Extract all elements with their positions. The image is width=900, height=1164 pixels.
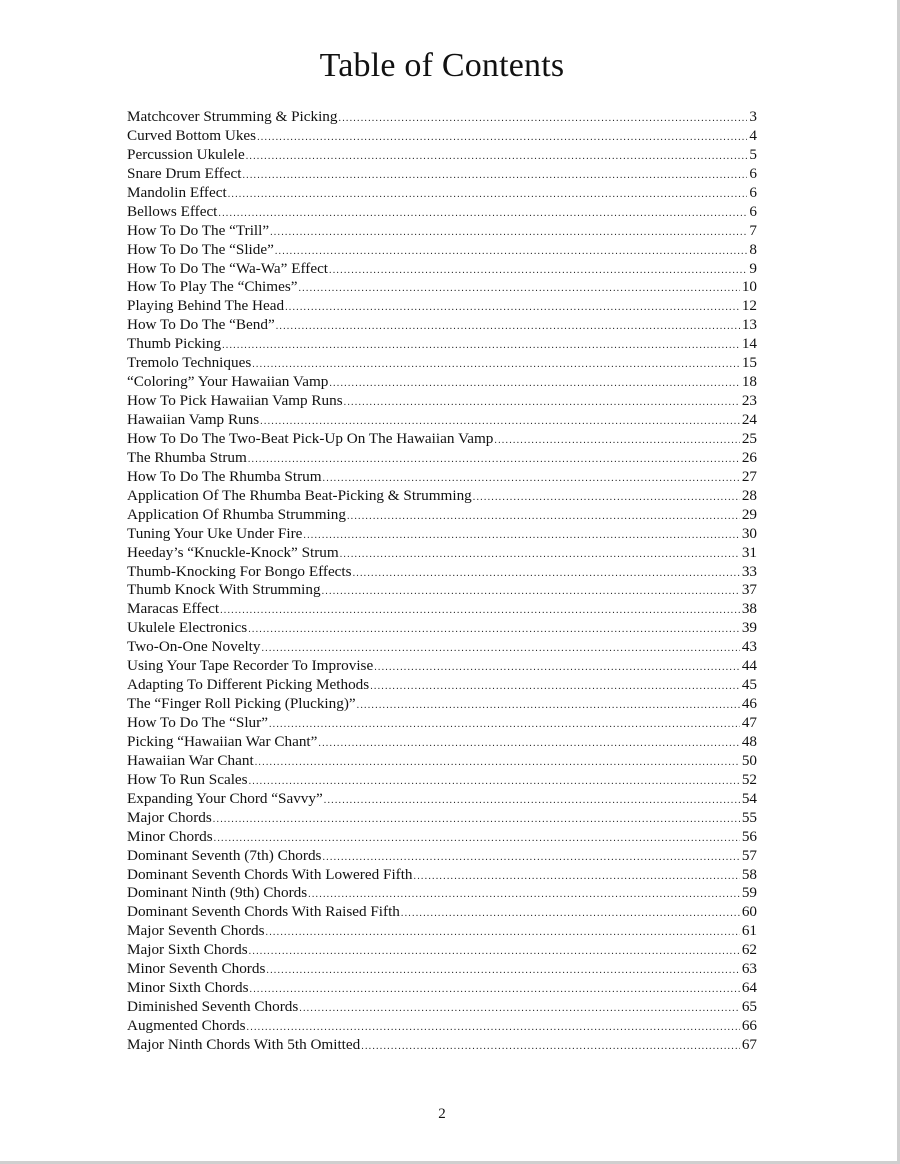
toc-entry-page: 5 bbox=[749, 145, 757, 163]
toc-entry-page: 58 bbox=[741, 865, 757, 883]
toc-entry-title: Major Ninth Chords With 5th Omitted bbox=[127, 1035, 361, 1053]
toc-entry bbox=[127, 922, 757, 941]
toc-dot-leader bbox=[250, 981, 740, 1000]
toc-entry bbox=[127, 278, 757, 297]
table-of-contents bbox=[127, 108, 757, 1055]
toc-dot-leader bbox=[374, 659, 740, 678]
toc-dot-leader bbox=[248, 451, 740, 470]
toc-entry-page: 4 bbox=[749, 126, 757, 144]
toc-entry bbox=[127, 714, 757, 733]
toc-entry-page: 8 bbox=[749, 240, 757, 258]
page-title: Table of Contents bbox=[319, 47, 565, 84]
toc-dot-leader bbox=[303, 527, 739, 546]
toc-entry-title: How To Do The “Wa-Wa” Effect bbox=[127, 259, 329, 277]
toc-entry-title: Expanding Your Chord “Savvy” bbox=[127, 789, 323, 807]
toc-entry bbox=[127, 392, 757, 411]
toc-entry-page: 28 bbox=[741, 486, 757, 504]
toc-entry-title: Dominant Seventh Chords With Lowered Fifth bbox=[127, 865, 413, 883]
page-number: 2 bbox=[438, 1106, 446, 1122]
toc-dot-leader bbox=[401, 905, 740, 924]
toc-entry-page: 29 bbox=[741, 505, 757, 523]
toc-entry bbox=[127, 165, 757, 184]
toc-entry bbox=[127, 222, 757, 241]
toc-entry bbox=[127, 203, 757, 222]
toc-entry bbox=[127, 1017, 757, 1036]
toc-dot-leader bbox=[222, 337, 740, 356]
toc-entry-title: Dominant Seventh (7th) Chords bbox=[127, 846, 322, 864]
toc-dot-leader bbox=[494, 432, 739, 451]
toc-entry-page: 66 bbox=[741, 1017, 757, 1034]
toc-dot-leader bbox=[353, 565, 740, 584]
toc-entry-title: How To Do The “Slur” bbox=[127, 714, 268, 731]
toc-entry-title: Application Of Rhumba Strumming bbox=[127, 505, 346, 523]
toc-entry-page: 27 bbox=[741, 467, 757, 485]
toc-entry-page: 33 bbox=[741, 562, 757, 580]
toc-entry bbox=[127, 733, 757, 752]
toc-entry bbox=[127, 828, 757, 847]
toc-entry-page: 65 bbox=[741, 998, 757, 1016]
toc-entry-title: How To Do The Two-Beat Pick-Up On The Hawaiian Vamp bbox=[127, 429, 494, 447]
toc-entry-title: Tuning Your Uke Under Fire bbox=[127, 524, 303, 542]
toc-entry-page: 6 bbox=[749, 202, 757, 220]
toc-dot-leader bbox=[324, 792, 740, 811]
toc-entry bbox=[127, 297, 757, 316]
toc-entry-page: 37 bbox=[741, 581, 757, 599]
toc-entry-title: Picking “Hawaiian War Chant” bbox=[127, 732, 318, 750]
toc-entry bbox=[127, 884, 757, 903]
toc-entry bbox=[127, 146, 757, 165]
toc-entry-title: Ukulele Electronics bbox=[127, 619, 248, 637]
toc-entry-title: How To Do The Rhumba Strum bbox=[127, 467, 322, 485]
toc-entry-title: “Coloring” Your Hawaiian Vamp bbox=[127, 373, 329, 391]
toc-entry-title: Thumb-Knocking For Bongo Effects bbox=[127, 562, 352, 580]
toc-entry bbox=[127, 752, 757, 771]
toc-entry-page: 50 bbox=[741, 751, 757, 769]
toc-entry-title: Augmented Chords bbox=[127, 1017, 246, 1034]
toc-entry bbox=[127, 184, 757, 203]
toc-dot-leader bbox=[220, 602, 740, 621]
toc-entry bbox=[127, 430, 757, 449]
toc-entry-title: How To Do The “Bend” bbox=[127, 316, 275, 334]
toc-dot-leader bbox=[329, 262, 747, 281]
toc-dot-leader bbox=[249, 943, 740, 962]
toc-entry-title: Diminished Seventh Chords bbox=[127, 998, 299, 1016]
toc-entry bbox=[127, 638, 757, 657]
toc-entry-title: How To Do The “Slide” bbox=[127, 240, 274, 258]
toc-entry bbox=[127, 619, 757, 638]
toc-entry-page: 47 bbox=[741, 714, 757, 731]
toc-dot-leader bbox=[266, 924, 740, 943]
toc-entry-page: 59 bbox=[741, 884, 757, 902]
toc-dot-leader bbox=[361, 1038, 740, 1057]
toc-entry bbox=[127, 790, 757, 809]
toc-entry-page: 55 bbox=[741, 808, 757, 826]
toc-dot-leader bbox=[269, 716, 740, 735]
toc-entry-title: Hawaiian War Chant bbox=[127, 751, 254, 769]
toc-entry-page: 46 bbox=[741, 695, 757, 713]
toc-dot-leader bbox=[218, 205, 747, 224]
toc-entry-title: Tremolo Techniques bbox=[127, 354, 252, 372]
toc-entry-title: Minor Seventh Chords bbox=[127, 960, 266, 978]
toc-entry bbox=[127, 581, 757, 600]
toc-entry-page: 43 bbox=[741, 638, 757, 656]
toc-entry-title: Minor Chords bbox=[127, 827, 213, 845]
toc-entry bbox=[127, 563, 757, 582]
toc-entry-page: 31 bbox=[741, 543, 757, 561]
toc-entry-title: Playing Behind The Head bbox=[127, 297, 285, 315]
toc-entry-title: Maracas Effect bbox=[127, 600, 220, 618]
toc-entry-page: 13 bbox=[741, 316, 757, 334]
toc-entry-title: Adapting To Different Picking Methods bbox=[127, 676, 370, 694]
toc-dot-leader bbox=[322, 583, 740, 602]
toc-dot-leader bbox=[339, 110, 748, 129]
toc-entry bbox=[127, 544, 757, 563]
toc-entry-title: Two-On-One Novelty bbox=[127, 638, 261, 656]
toc-entry-page: 3 bbox=[749, 108, 757, 125]
toc-dot-leader bbox=[248, 621, 740, 640]
toc-entry-page: 38 bbox=[741, 600, 757, 618]
toc-dot-leader bbox=[370, 678, 740, 697]
toc-dot-leader bbox=[213, 811, 740, 830]
toc-entry bbox=[127, 903, 757, 922]
toc-entry-page: 15 bbox=[741, 354, 757, 372]
toc-entry-title: Matchcover Strumming & Picking bbox=[127, 108, 338, 125]
toc-entry bbox=[127, 809, 757, 828]
toc-entry-title: Curved Bottom Ukes bbox=[127, 126, 257, 144]
toc-entry bbox=[127, 316, 757, 335]
toc-entry-title: How To Play The “Chimes” bbox=[127, 278, 298, 296]
toc-entry bbox=[127, 676, 757, 695]
toc-entry-page: 10 bbox=[741, 278, 757, 296]
toc-entry-title: Using Your Tape Recorder To Improvise bbox=[127, 657, 374, 675]
toc-entry bbox=[127, 847, 757, 866]
toc-dot-leader bbox=[266, 962, 739, 981]
toc-entry-title: Minor Sixth Chords bbox=[127, 979, 249, 997]
toc-entry-page: 30 bbox=[741, 524, 757, 542]
toc-dot-leader bbox=[414, 868, 740, 887]
toc-dot-leader bbox=[270, 224, 747, 243]
toc-entry bbox=[127, 411, 757, 430]
toc-dot-leader bbox=[318, 735, 739, 754]
toc-dot-leader bbox=[275, 243, 748, 262]
toc-entry-page: 23 bbox=[741, 392, 757, 410]
toc-entry-page: 6 bbox=[749, 164, 757, 182]
toc-dot-leader bbox=[473, 489, 740, 508]
toc-entry-page: 56 bbox=[741, 827, 757, 845]
toc-entry-title: Heeday’s “Knuckle-Knock” Strum bbox=[127, 543, 339, 561]
toc-dot-leader bbox=[357, 697, 740, 716]
toc-entry-page: 6 bbox=[749, 183, 757, 201]
toc-entry-title: Dominant Ninth (9th) Chords bbox=[127, 884, 308, 902]
toc-entry-page: 12 bbox=[741, 297, 757, 315]
toc-entry bbox=[127, 941, 757, 960]
toc-entry-page: 67 bbox=[741, 1035, 757, 1053]
toc-entry bbox=[127, 373, 757, 392]
toc-dot-leader bbox=[344, 394, 740, 413]
toc-entry-title: How To Pick Hawaiian Vamp Runs bbox=[127, 392, 343, 410]
toc-entry-page: 18 bbox=[741, 373, 757, 391]
toc-entry-title: The “Finger Roll Picking (Plucking)” bbox=[127, 695, 356, 713]
toc-entry-page: 44 bbox=[741, 657, 757, 675]
toc-entry-page: 24 bbox=[741, 411, 757, 428]
toc-entry-page: 60 bbox=[741, 903, 757, 921]
toc-dot-leader bbox=[340, 546, 740, 565]
toc-entry bbox=[127, 1036, 757, 1055]
toc-dot-leader bbox=[285, 299, 740, 318]
toc-dot-leader bbox=[298, 280, 739, 299]
toc-entry-page: 25 bbox=[741, 429, 757, 447]
toc-entry bbox=[127, 998, 757, 1017]
toc-entry-title: Percussion Ukulele bbox=[127, 145, 245, 163]
toc-entry-title: Major Sixth Chords bbox=[127, 941, 248, 959]
toc-entry-page: 9 bbox=[749, 259, 757, 277]
toc-entry-page: 64 bbox=[741, 979, 757, 997]
toc-entry-page: 7 bbox=[749, 221, 757, 239]
toc-entry-page: 48 bbox=[741, 732, 757, 750]
toc-entry-page: 61 bbox=[741, 922, 757, 940]
toc-entry-title: Major Chords bbox=[127, 808, 212, 826]
toc-dot-leader bbox=[347, 508, 740, 527]
toc-entry bbox=[127, 525, 757, 544]
toc-entry bbox=[127, 866, 757, 885]
toc-entry bbox=[127, 241, 757, 260]
toc-entry-page: 57 bbox=[741, 846, 757, 864]
toc-entry bbox=[127, 127, 757, 146]
toc-entry-title: Snare Drum Effect bbox=[127, 164, 242, 182]
toc-entry-title: The Rhumba Strum bbox=[127, 448, 247, 466]
toc-entry-page: 45 bbox=[741, 676, 757, 694]
toc-entry-page: 52 bbox=[741, 770, 757, 788]
toc-dot-leader bbox=[255, 754, 740, 773]
toc-entry bbox=[127, 600, 757, 619]
toc-entry-page: 39 bbox=[741, 619, 757, 637]
toc-entry bbox=[127, 979, 757, 998]
toc-entry-title: How To Do The “Trill” bbox=[127, 221, 270, 239]
toc-entry-title: Application Of The Rhumba Beat-Picking & Strumming bbox=[127, 486, 472, 504]
toc-dot-leader bbox=[242, 167, 747, 186]
toc-entry-page: 14 bbox=[741, 335, 757, 353]
toc-entry-title: Hawaiian Vamp Runs bbox=[127, 411, 260, 428]
toc-entry-page: 26 bbox=[741, 448, 757, 466]
toc-entry bbox=[127, 657, 757, 676]
toc-entry bbox=[127, 449, 757, 468]
toc-entry bbox=[127, 260, 757, 279]
toc-dot-leader bbox=[276, 318, 740, 337]
toc-entry-title: Thumb Picking bbox=[127, 335, 222, 353]
toc-entry bbox=[127, 108, 757, 127]
toc-entry bbox=[127, 771, 757, 790]
toc-entry-title: Dominant Seventh Chords With Raised Fifth bbox=[127, 903, 400, 921]
toc-entry bbox=[127, 487, 757, 506]
toc-dot-leader bbox=[246, 148, 748, 167]
toc-entry bbox=[127, 335, 757, 354]
toc-entry-title: Thumb Knock With Strumming bbox=[127, 581, 321, 599]
toc-entry-page: 62 bbox=[741, 941, 757, 959]
toc-entry-title: Mandolin Effect bbox=[127, 183, 227, 201]
toc-entry-page: 63 bbox=[741, 960, 757, 978]
toc-entry bbox=[127, 468, 757, 487]
toc-entry bbox=[127, 354, 757, 373]
toc-dot-leader bbox=[228, 186, 748, 205]
toc-entry bbox=[127, 960, 757, 979]
toc-dot-leader bbox=[299, 1000, 740, 1019]
toc-entry bbox=[127, 506, 757, 525]
toc-entry-title: Major Seventh Chords bbox=[127, 922, 265, 940]
toc-entry bbox=[127, 695, 757, 714]
toc-entry-title: How To Run Scales bbox=[127, 770, 248, 788]
toc-entry-title: Bellows Effect bbox=[127, 202, 218, 220]
toc-dot-leader bbox=[257, 129, 747, 148]
toc-dot-leader bbox=[329, 375, 739, 394]
toc-entry-page: 54 bbox=[741, 789, 757, 807]
